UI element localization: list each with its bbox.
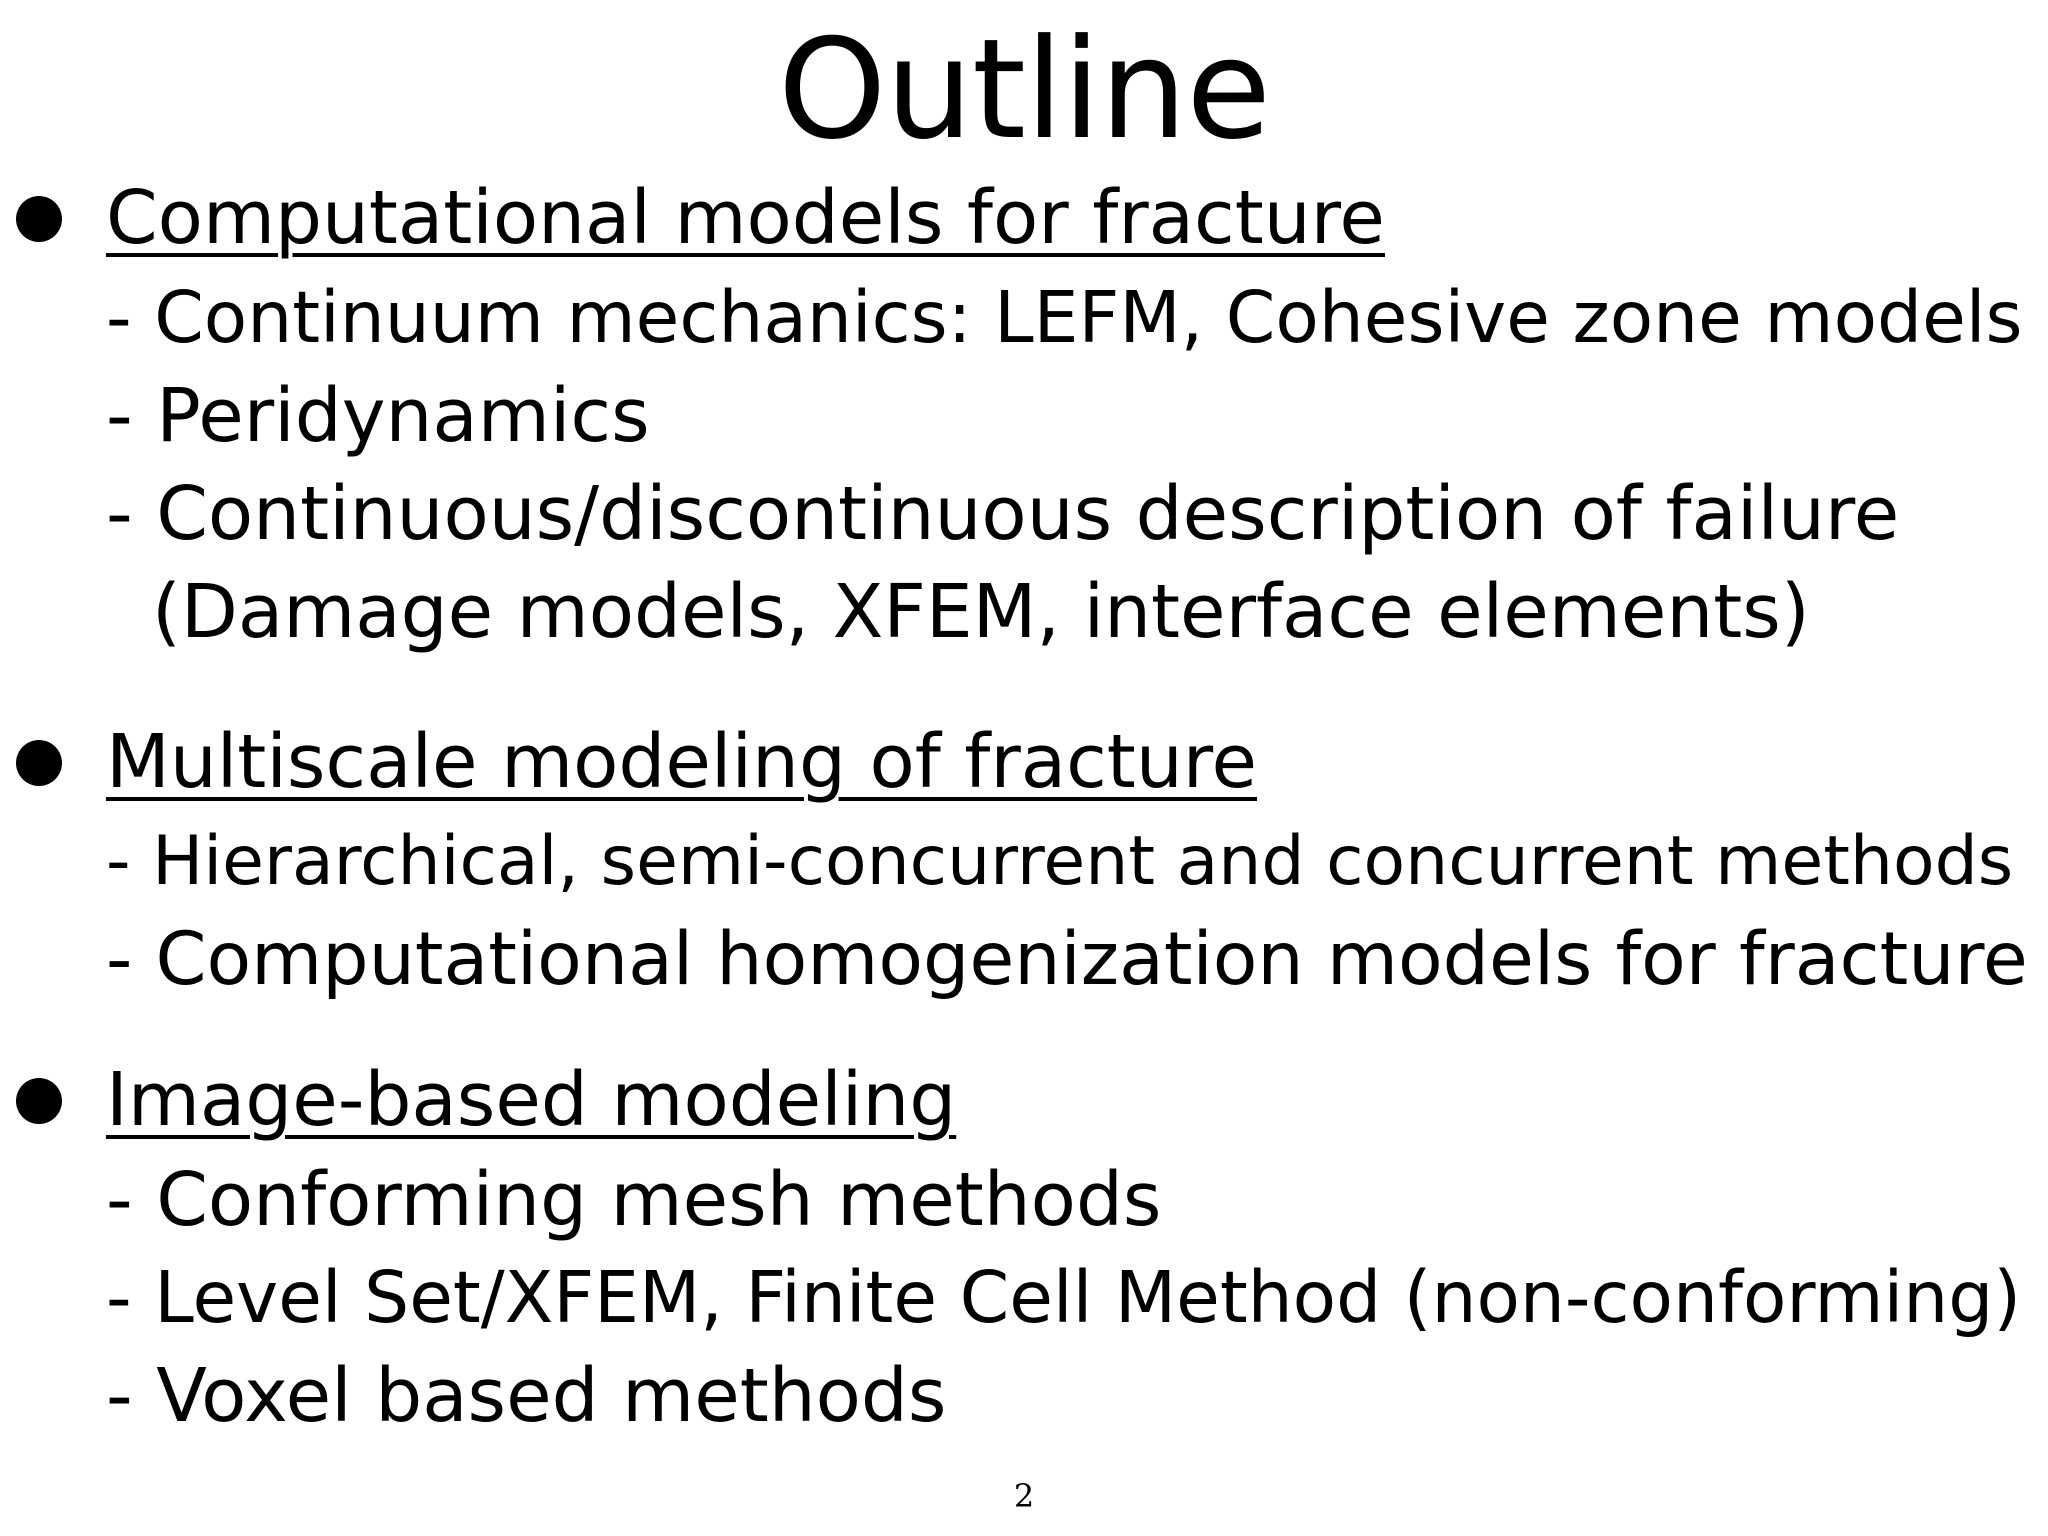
section-item-continuation: (Damage models, XFEM, interface elements) — [152, 569, 1810, 655]
section-item: - Computational homogenization models for fracture — [106, 917, 2028, 1002]
bullet-icon — [16, 1078, 62, 1124]
section-item: - Voxel based methods — [106, 1353, 947, 1439]
section-item: - Conforming mesh methods — [106, 1157, 1162, 1243]
bullet-icon — [16, 196, 62, 242]
section-heading: Multiscale modeling of fracture — [106, 719, 1258, 805]
page-number: 2 — [1013, 1477, 1035, 1515]
section-heading: Computational models for fracture — [106, 175, 1385, 261]
slide-title: Outline — [777, 9, 1271, 170]
section-item: - Hierarchical, semi-concurrent and concurrent methods — [106, 822, 2014, 901]
section-item: - Peridynamics — [106, 373, 650, 459]
section-heading: Image-based modeling — [106, 1057, 957, 1143]
section-item: - Continuous/discontinuous description of failure — [106, 471, 1900, 557]
section-item: - Continuum mechanics: LEFM, Cohesive zone models — [106, 276, 2023, 359]
section-item: - Level Set/XFEM, Finite Cell Method (non-conforming) — [106, 1256, 2022, 1339]
bullet-icon — [16, 740, 62, 786]
